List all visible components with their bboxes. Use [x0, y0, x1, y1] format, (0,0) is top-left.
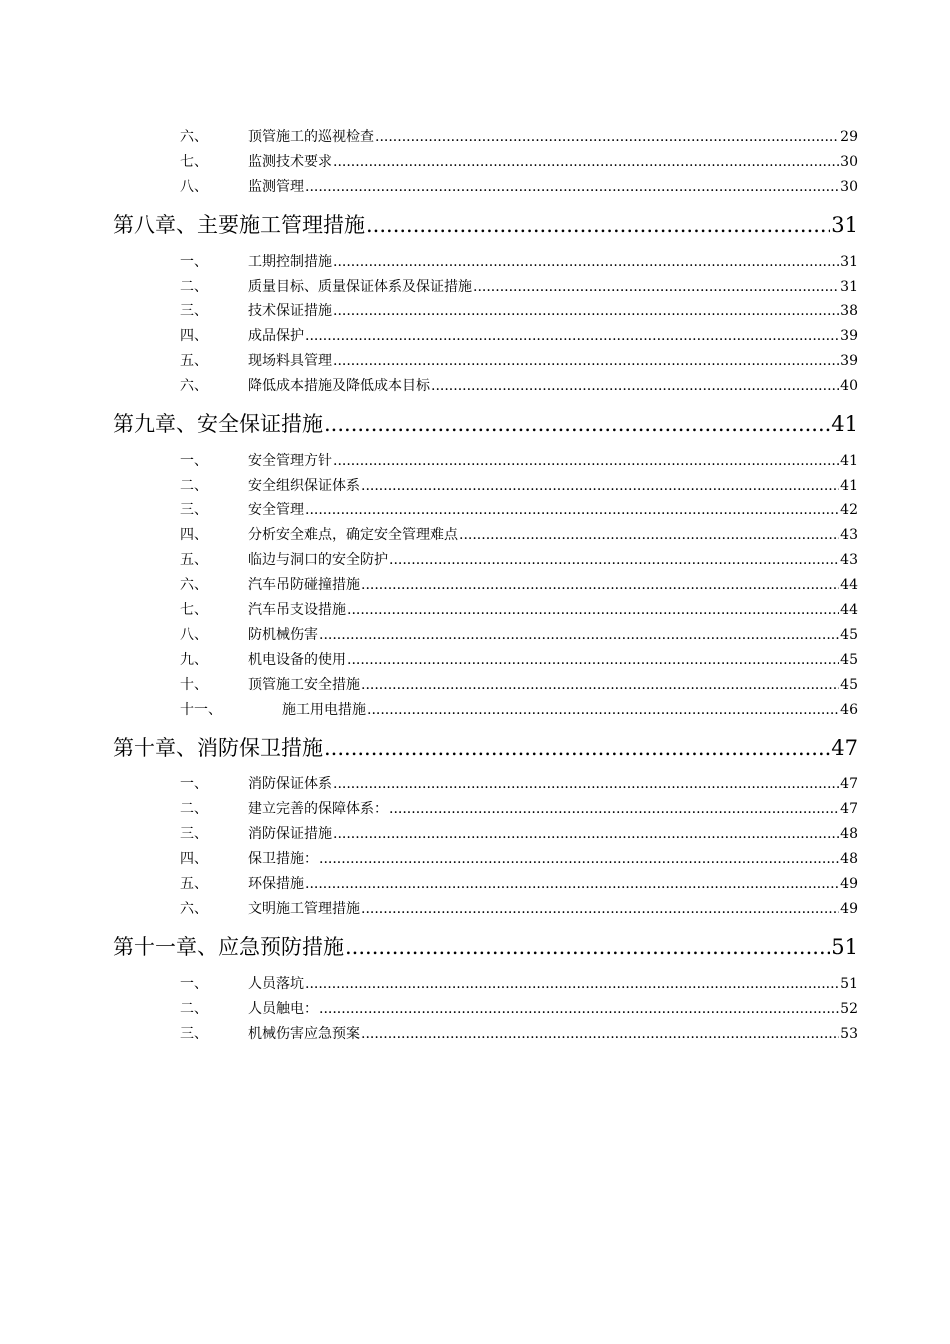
toc-entry-title: 监测技术要求 [248, 154, 332, 170]
dot-leader [333, 775, 839, 793]
toc-section-entry[interactable] [180, 551, 858, 569]
dot-leader [333, 825, 839, 843]
toc-entry-number: 三、 [180, 502, 208, 518]
toc-entry-number: 六、 [180, 577, 208, 593]
toc-entry-title: 技术保证措施 [248, 303, 332, 319]
dot-leader [333, 153, 839, 171]
dot-leader [367, 701, 839, 719]
toc-entry-number: 八、 [180, 179, 208, 195]
dot-leader [333, 452, 839, 470]
toc-entry-number: 五、 [180, 552, 208, 568]
toc-chapter-entry[interactable] [113, 410, 858, 438]
toc-entry-title: 成品保护 [248, 328, 304, 344]
toc-section-entry[interactable] [180, 477, 858, 495]
toc-page-number: 31 [840, 279, 858, 295]
toc-entry-number: 六、 [180, 129, 208, 145]
dot-leader [473, 278, 839, 296]
toc-entry-title: 安全组织保证体系 [248, 478, 360, 494]
toc-entry-number: 三、 [180, 303, 208, 319]
dot-leader [431, 377, 839, 395]
toc-entry-number: 七、 [180, 602, 208, 618]
dot-leader [319, 1000, 839, 1018]
toc-entry-number: 三、 [180, 826, 208, 842]
toc-page-number: 51 [831, 935, 858, 959]
dot-leader [324, 410, 830, 438]
toc-entry-title: 安全管理 [248, 502, 304, 518]
toc-entry-number: 二、 [180, 279, 208, 295]
toc-entry-title: 人员触电： [248, 1001, 318, 1017]
toc-page-number: 44 [840, 602, 858, 618]
toc-section-entry[interactable] [180, 1025, 858, 1043]
toc-page-number: 53 [840, 1026, 858, 1042]
toc-page-number: 45 [840, 627, 858, 643]
toc-page-number: 46 [840, 702, 858, 718]
toc-entry-number: 二、 [180, 478, 208, 494]
toc-section-entry[interactable] [180, 253, 858, 271]
toc-page-number: 38 [840, 303, 858, 319]
toc-entry-title: 临边与洞口的安全防护 [248, 552, 388, 568]
toc-entry-number: 五、 [180, 876, 208, 892]
toc-section-entry[interactable] [180, 775, 858, 793]
toc-page-number: 47 [840, 801, 858, 817]
toc-page-number: 41 [840, 453, 858, 469]
toc-entry-title: 分析安全难点，确定安全管理难点 [248, 527, 458, 543]
dot-leader [347, 651, 839, 669]
toc-entry-title: 文明施工管理措施 [248, 901, 360, 917]
toc-page-number: 47 [840, 776, 858, 792]
toc-chapter-entry[interactable] [113, 933, 858, 961]
toc-entry-number: 二、 [180, 801, 208, 817]
toc-section-entry[interactable] [180, 352, 858, 370]
toc-page-number: 49 [840, 901, 858, 917]
toc-page-number: 47 [831, 736, 858, 760]
toc-entry-title: 防机械伤害 [248, 627, 318, 643]
toc-entry-title: 监测管理 [248, 179, 304, 195]
dot-leader [366, 211, 830, 239]
toc-section-entry[interactable] [180, 501, 858, 519]
toc-section-entry[interactable] [180, 278, 858, 296]
toc-page-number: 31 [831, 213, 858, 237]
toc-section-entry[interactable] [180, 875, 858, 893]
toc-page-number: 48 [840, 826, 858, 842]
toc-section-entry[interactable] [180, 302, 858, 320]
toc-entry-title: 第八章、主要施工管理措施 [113, 213, 365, 237]
dot-leader [305, 975, 839, 993]
toc-entry-number: 一、 [180, 976, 208, 992]
toc-page-number: 42 [840, 502, 858, 518]
toc-entry-number: 一、 [180, 254, 208, 270]
toc-entry-number: 三、 [180, 1026, 208, 1042]
toc-section-entry[interactable] [180, 601, 858, 619]
toc-section-entry[interactable] [180, 153, 858, 171]
dot-leader [347, 601, 839, 619]
toc-chapter-entry[interactable] [113, 211, 858, 239]
dot-leader [361, 676, 839, 694]
toc-page-number: 31 [840, 254, 858, 270]
toc-entry-title: 降低成本措施及降低成本目标 [248, 378, 430, 394]
toc-entry-number: 六、 [180, 901, 208, 917]
toc-entry-title: 质量目标、质量保证体系及保证措施 [248, 279, 472, 295]
toc-entry-title: 工期控制措施 [248, 254, 332, 270]
toc-section-entry[interactable] [180, 1000, 858, 1018]
toc-section-entry[interactable] [180, 850, 858, 868]
toc-entry-number: 一、 [180, 453, 208, 469]
dot-leader [333, 253, 839, 271]
dot-leader [459, 526, 839, 544]
toc-page-number: 51 [840, 976, 858, 992]
toc-entry-title: 保卫措施： [248, 851, 318, 867]
toc-entry-number: 二、 [180, 1001, 208, 1017]
toc-page-number: 52 [840, 1001, 858, 1017]
toc-entry-title: 第九章、安全保证措施 [113, 412, 323, 436]
toc-entry-title: 安全管理方针 [248, 453, 332, 469]
toc-entry-number: 六、 [180, 378, 208, 394]
dot-leader [361, 477, 839, 495]
toc-section-entry[interactable] [180, 576, 858, 594]
toc-entry-number: 九、 [180, 652, 208, 668]
toc-entry-number: 五、 [180, 353, 208, 369]
toc-entry-title: 消防保证措施 [248, 826, 332, 842]
toc-page-number: 30 [840, 179, 858, 195]
toc-entry-title: 汽车吊支设措施 [248, 602, 346, 618]
toc-entry-number: 八、 [180, 627, 208, 643]
dot-leader [319, 626, 839, 644]
dot-leader [389, 800, 839, 818]
toc-entry-title: 建立完善的保障体系： [248, 801, 388, 817]
toc-entry-title: 第十一章、应急预防措施 [113, 935, 344, 959]
toc-section-entry[interactable] [180, 900, 858, 918]
toc-page-number: 39 [840, 353, 858, 369]
dot-leader [305, 501, 839, 519]
toc-entry-number: 七、 [180, 154, 208, 170]
toc-section-entry[interactable] [180, 452, 858, 470]
dot-leader [361, 576, 839, 594]
toc-page-number: 43 [840, 552, 858, 568]
dot-leader [305, 178, 839, 196]
toc-entry-title: 顶管施工安全措施 [248, 677, 360, 693]
toc-page-number: 40 [840, 378, 858, 394]
toc-entry-number: 四、 [180, 328, 208, 344]
toc-entry-title: 环保措施 [248, 876, 304, 892]
dot-leader [389, 551, 839, 569]
dot-leader [319, 850, 839, 868]
toc-page-number: 29 [840, 129, 858, 145]
toc-section-entry[interactable] [180, 178, 858, 196]
toc-entry-number: 四、 [180, 851, 208, 867]
toc-section-entry[interactable] [180, 825, 858, 843]
toc-entry-number: 十、 [180, 677, 208, 693]
toc-entry-title: 消防保证体系 [248, 776, 332, 792]
toc-page-number: 43 [840, 527, 858, 543]
toc-section-entry[interactable] [180, 377, 858, 395]
toc-page-number: 49 [840, 876, 858, 892]
toc-entry-title: 现场料具管理 [248, 353, 332, 369]
toc-section-entry[interactable] [180, 128, 858, 146]
toc-section-entry[interactable] [180, 800, 858, 818]
toc-chapter-entry[interactable] [113, 734, 858, 762]
toc-entry-title: 机电设备的使用 [248, 652, 346, 668]
toc-section-entry[interactable] [180, 651, 858, 669]
toc-entry-title: 第十章、消防保卫措施 [113, 736, 323, 760]
dot-leader [375, 128, 839, 146]
dot-leader [305, 875, 839, 893]
dot-leader [361, 900, 839, 918]
toc-entry-number: 一、 [180, 776, 208, 792]
toc-section-entry[interactable] [180, 327, 858, 345]
toc-section-entry[interactable] [180, 626, 858, 644]
toc-page-number: 48 [840, 851, 858, 867]
toc-entry-number: 十一、 [180, 702, 222, 718]
toc-section-entry[interactable] [180, 676, 858, 694]
toc-entry-title: 施工用电措施 [282, 702, 366, 718]
toc-page-number: 45 [840, 652, 858, 668]
dot-leader [345, 933, 830, 961]
dot-leader [361, 1025, 839, 1043]
toc-page-number: 45 [840, 677, 858, 693]
toc-page-number: 30 [840, 154, 858, 170]
dot-leader [305, 327, 839, 345]
toc-entry-title: 顶管施工的巡视检查 [248, 129, 374, 145]
dot-leader [333, 352, 839, 370]
dot-leader [333, 302, 839, 320]
toc-page-number: 44 [840, 577, 858, 593]
toc-entry-title: 机械伤害应急预案 [248, 1026, 360, 1042]
toc-page-number: 41 [840, 478, 858, 494]
toc-section-entry[interactable] [180, 701, 858, 719]
toc-entry-title: 人员落坑 [248, 976, 304, 992]
toc-page-number: 39 [840, 328, 858, 344]
toc-page-number: 41 [831, 412, 858, 436]
toc-section-entry[interactable] [180, 526, 858, 544]
dot-leader [324, 734, 830, 762]
toc-entry-title: 汽车吊防碰撞措施 [248, 577, 360, 593]
toc-section-entry[interactable] [180, 975, 858, 993]
toc-entry-number: 四、 [180, 527, 208, 543]
